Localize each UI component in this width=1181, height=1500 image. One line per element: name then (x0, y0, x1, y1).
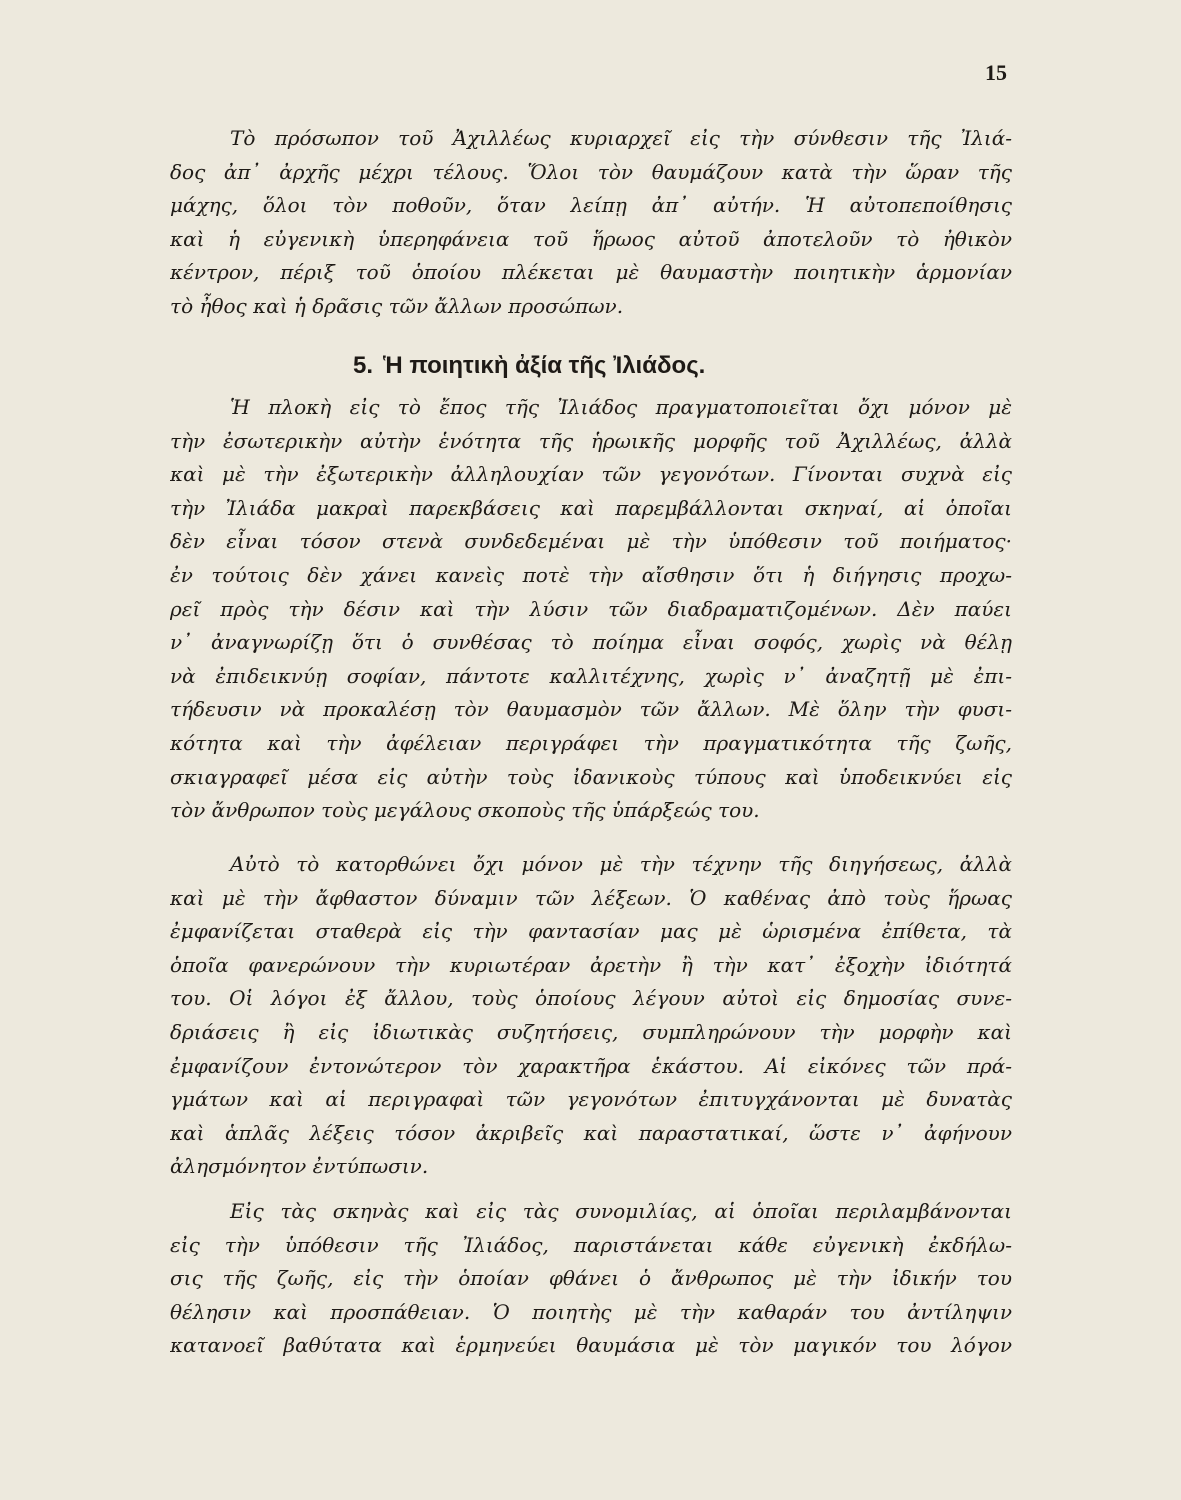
text-line: γμάτων καὶ αἱ περιγραφαὶ τῶν γεγονότων ἐπιτυγχάνονται μὲ δυνατὰς (170, 1087, 1012, 1112)
text-line: θέλησιν καὶ προσπάθειαν. Ὁ ποιητὴς μὲ τὴν καθαράν του ἀντίληψιν (170, 1299, 1012, 1324)
text-line: δος ἀπ᾽ ἀρχῆς μέχρι τέλους. Ὅλοι τὸν θαυμάζουν κατὰ τὴν ὥραν τῆς (170, 159, 1012, 184)
text-line: νὰ ἐπιδεικνύῃ σοφίαν, πάντοτε καλλιτέχνης, χωρὶς ν᾽ ἀναζητῇ μὲ ἐπι- (170, 663, 1012, 688)
text-line: κέντρον, πέριξ τοῦ ὁποίου πλέκεται μὲ θαυμαστὴν ποιητικὴν ἁρμονίαν (170, 260, 1012, 285)
paragraph-scenes (170, 1195, 1012, 1363)
text-line: σις τῆς ζωῆς, εἰς τὴν ὁποίαν φθάνει ὁ ἄνθρωπος μὲ τὴν ἰδικήν του (170, 1266, 1012, 1291)
text-line: τὸ ἦθος καὶ ἡ δρᾶσις τῶν ἄλλων προσώπων. (170, 293, 624, 318)
text-line: Ἡ πλοκὴ εἰς τὸ ἔπος τῆς Ἰλιάδος πραγματοποιεῖται ὄχι μόνον μὲ (230, 395, 1012, 419)
text-line: καὶ ἡ εὐγενικὴ ὑπερηφάνεια τοῦ ἥρωος αὐτοῦ ἀποτελοῦν τὸ ἠθικὸν (170, 226, 1012, 251)
text-line: κατανοεῖ βαθύτατα καὶ ἑρμηνεύει θαυμάσια μὲ τὸν μαγικόν του λόγον (170, 1333, 1012, 1358)
paragraph-achilles (170, 122, 1012, 324)
text-line: Τὸ πρόσωπον τοῦ Ἀχιλλέως κυριαρχεῖ εἰς τὴν σύνθεσιν τῆς Ἰλιά- (230, 126, 1012, 150)
text-line: δριάσεις ἢ εἰς ἰδιωτικὰς συζητήσεις, συμπληρώνουν τὴν μορφὴν καὶ (170, 1019, 1012, 1044)
page-number: 15 (985, 60, 1007, 85)
text-line: ν᾽ ἀναγνωρίζῃ ὅτι ὁ συνθέσας τὸ ποίημα εἶναι σοφός, χωρὶς νὰ θέλῃ (170, 630, 1012, 655)
text-line: ἐμφανίζεται σταθερὰ εἰς τὴν φαντασίαν μας μὲ ὡρισμένα ἐπίθετα, τὰ (170, 919, 1012, 944)
text-line: Αὐτὸ τὸ κατορθώνει ὄχι μόνον μὲ τὴν τέχνην τῆς διηγήσεως, ἀλλὰ (230, 852, 1012, 876)
text-line: ἐμφανίζουν ἐντονώτερον τὸν χαρακτῆρα ἑκάστου. Αἱ εἰκόνες τῶν πρά- (170, 1053, 1012, 1078)
text-line: καὶ μὲ τὴν ἄφθαστον δύναμιν τῶν λέξεων. Ὁ καθένας ἀπὸ τοὺς ἥρωας (170, 885, 1012, 910)
section-heading (353, 348, 705, 384)
text-line: τὴν ἐσωτερικὴν αὐτὴν ἑνότητα τῆς ἡρωικῆς μορφῆς τοῦ Ἀχιλλέως, ἀλλὰ (170, 428, 1012, 453)
text-line: εἰς τὴν ὑπόθεσιν τῆς Ἰλιάδος, παριστάνεται κάθε εὐγενικὴ ἐκδήλω- (170, 1232, 1012, 1257)
text-line: δὲν εἶναι τόσον στενὰ συνδεδεμέναι μὲ τὴν ὑπόθεσιν τοῦ ποιήματος· (170, 529, 1012, 554)
paragraph-plot (170, 391, 1012, 828)
text-line: καὶ ἁπλᾶς λέξεις τόσον ἀκριβεῖς καὶ παραστατικαί, ὥστε ν᾽ ἀφήνουν (170, 1120, 1012, 1145)
text-line: ἐν τούτοις δὲν χάνει κανεὶς ποτὲ τὴν αἴσθησιν ὅτι ἡ διήγησις προχω- (170, 562, 1012, 587)
text-line: κότητα καὶ τὴν ἀφέλειαν περιγράφει τὴν πραγματικότητα τῆς ζωῆς, (170, 730, 1012, 755)
text-line: ὁποῖα φανερώνουν τὴν κυριωτέραν ἀρετὴν ἢ τὴν κατ᾽ ἐξοχὴν ἰδιότητά (170, 952, 1012, 977)
text-line: του. Οἱ λόγοι ἐξ ἄλλου, τοὺς ὁποίους λέγουν αὐτοὶ εἰς δημοσίας συνε- (170, 986, 1012, 1011)
section-number: 5. (353, 352, 374, 379)
text-line: τὴν Ἰλιάδα μακραὶ παρεκβάσεις καὶ παρεμβάλλονται σκηναί, αἱ ὁποῖαι (170, 495, 1012, 520)
text-line: Εἰς τὰς σκηνὰς καὶ εἰς τὰς συνομιλίας, αἱ ὁποῖαι περιλαμβάνονται (230, 1199, 1012, 1223)
text-line: τὸν ἄνθρωπον τοὺς μεγάλους σκοποὺς τῆς ὑπάρξεώς του. (170, 798, 760, 823)
paragraph-words (170, 848, 1012, 1184)
text-line: καὶ μὲ τὴν ἐξωτερικὴν ἀλληλουχίαν τῶν γεγονότων. Γίνονται συχνὰ εἰς (170, 462, 1012, 487)
text-line: μάχης, ὅλοι τὸν ποθοῦν, ὅταν λείπῃ ἀπ᾽ αὐτήν. Ἡ αὐτοπεποίθησις (170, 193, 1012, 218)
text-line: ρεῖ πρὸς τὴν δέσιν καὶ τὴν λύσιν τῶν διαδραματιζομένων. Δὲν παύει (170, 596, 1012, 621)
text-line: τήδευσιν νὰ προκαλέσῃ τὸν θαυμασμὸν τῶν ἄλλων. Μὲ ὅλην τὴν φυσι- (170, 697, 1012, 722)
text-line: ἀλησμόνητον ἐντύπωσιν. (170, 1154, 429, 1179)
text-line: σκιαγραφεῖ μέσα εἰς αὐτὴν τοὺς ἰδανικοὺς τύπους καὶ ὑποδεικνύει εἰς (170, 764, 1012, 789)
section-title: Ἡ ποιητικὴ ἀξία τῆς Ἰλιάδος. (383, 352, 706, 379)
